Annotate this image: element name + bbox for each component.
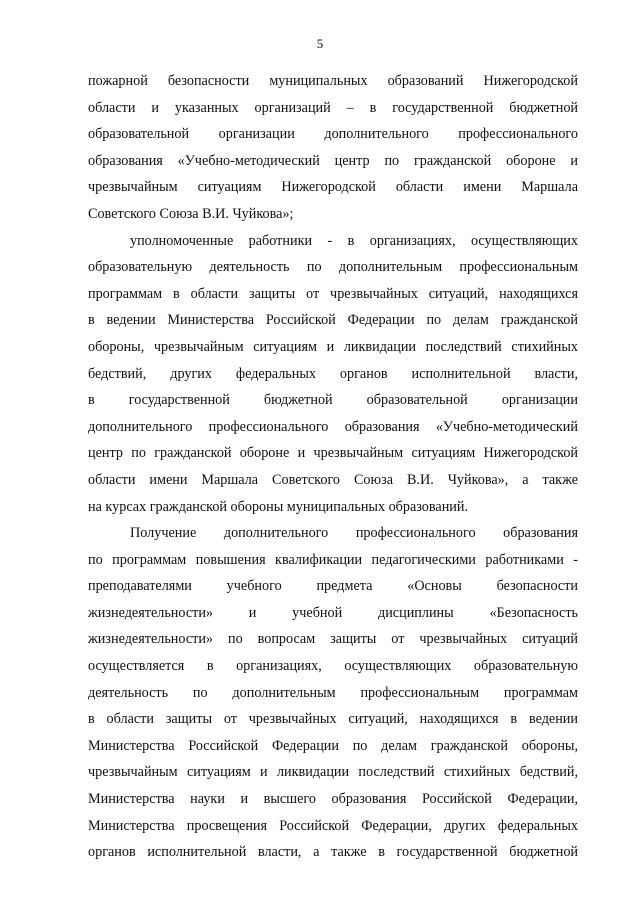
text-line: органов исполнительной власти, а также в государственной бюджетной	[88, 844, 578, 861]
text-line: Министерства науки и высшего образования Российской Федерации,	[88, 791, 578, 808]
text-line: на курсах гражданской обороны муниципальных образований.	[88, 498, 469, 515]
text-line: бедствий, других федеральных органов исполнительной власти,	[88, 365, 578, 382]
text-line: пожарной безопасности муниципальных образований Нижегородской	[88, 73, 578, 89]
text-line: в государственной бюджетной образовательной организации	[88, 392, 578, 409]
text-line: деятельность по дополнительным профессиональным программам	[88, 684, 578, 701]
text-line: по программам повышения квалификации педагогическими работниками -	[88, 551, 578, 568]
text-line: центр по гражданской обороне и чрезвычайным ситуациям Нижегородской	[88, 445, 578, 462]
text-line: преподавателями учебного предмета «Основы безопасности	[88, 578, 578, 595]
text-line: программам в области защиты от чрезвычайных ситуаций, находящихся	[88, 285, 578, 302]
text-line: уполномоченные работники - в организациях, осуществляющих	[130, 232, 578, 249]
text-line: чрезвычайным ситуациям и ликвидации последствий стихийных бедствий,	[88, 764, 578, 781]
text-line: образовательной организации дополнительного профессионального	[88, 126, 578, 143]
text-line: жизнедеятельности» по вопросам защиты от чрезвычайных ситуаций	[88, 631, 578, 648]
text-line: дополнительного профессионального образования «Учебно-методический	[88, 418, 578, 435]
text-line: жизнедеятельности» и учебной дисциплины «Безопасность	[88, 604, 578, 621]
text-line: области и указанных организаций – в государственной бюджетной	[88, 99, 578, 116]
paragraph-3	[88, 520, 578, 866]
text-line: Министерства просвещения Российской Федерации, других федеральных	[88, 817, 578, 834]
text-line: образовательную деятельность по дополнительным профессиональным	[88, 259, 578, 276]
text-line: в ведении Министерства Российской Федерации по делам гражданской	[88, 312, 578, 329]
text-line: осуществляется в организациях, осуществляющих образовательную	[88, 658, 578, 675]
document-body	[88, 68, 578, 866]
text-line: чрезвычайным ситуациям Нижегородской области имени Маршала	[88, 179, 578, 196]
paragraph-2	[88, 228, 578, 521]
text-line: в области защиты от чрезвычайных ситуаций, находящихся в ведении	[88, 711, 578, 728]
text-line: Советского Союза В.И. Чуйкова»;	[88, 205, 294, 222]
paragraph-1	[88, 68, 578, 228]
text-line: обороны, чрезвычайным ситуациям и ликвидации последствий стихийных	[88, 338, 578, 355]
text-line: Получение дополнительного профессионального образования	[130, 525, 578, 542]
text-line: области имени Маршала Советского Союза В.И. Чуйкова», а также	[88, 471, 578, 488]
page-number: 5	[316, 36, 324, 51]
text-line: Министерства Российской Федерации по делам гражданской обороны,	[88, 737, 578, 754]
text-line: образования «Учебно-методический центр по гражданской обороне и	[88, 152, 578, 169]
